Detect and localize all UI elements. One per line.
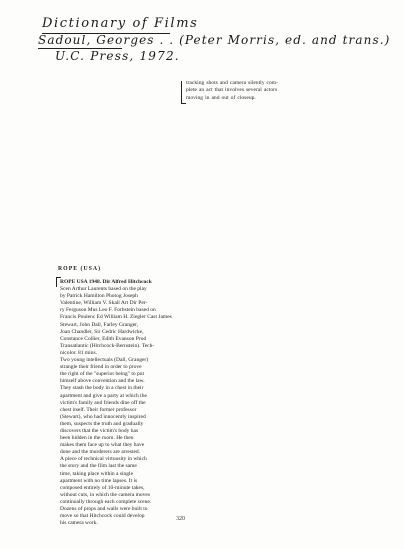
entry-line: the right of the "superior being" to put xyxy=(60,371,145,378)
handwritten-title: Dictionary of Films xyxy=(42,16,199,31)
entry-line: apartment and give a party at which the xyxy=(60,392,147,399)
entry-line: A piece of technical virtuosity in which xyxy=(60,456,147,463)
entry-line: chest itself. Their former professor xyxy=(60,406,137,413)
entry-line: discovers that the victim's body has xyxy=(60,427,139,434)
entry-line: apartment with no time lapses. It is xyxy=(60,477,138,484)
entry-line: Francis Poulenc Ed William H. Ziegler Cast James xyxy=(60,314,172,321)
entry-line: Valentine, William V. Skall Art Dir Per- xyxy=(60,300,148,307)
entry-line: Stewart, John Dall, Farley Granger, xyxy=(60,321,139,328)
entry-line: They stash the body in a chest in their xyxy=(60,385,144,392)
excerpt-line: plete an act that involves several actors xyxy=(186,87,278,94)
entry-line: Transatlantic (Hitchcock-Bernstein). Tech- xyxy=(60,342,155,349)
entry-line: strangle their friend in order to prove xyxy=(60,364,142,371)
handwritten-author: Sadoul, Georges . . (Peter Morris, ed. and trans.) xyxy=(38,33,391,47)
entry-line: Joan Chandler, Sir Cedric Hardwicke, xyxy=(60,328,144,335)
entry-line: ry Ferguson Mus Leo F. Forbstein based on xyxy=(60,307,156,314)
entry-line: move so that Hitchcock could develop xyxy=(60,513,145,520)
entry-line: done and the murderers are arrested. xyxy=(60,449,141,456)
entry-line: been hidden in the room. He then xyxy=(60,435,134,442)
entry-line: nicolor. 81 mins. xyxy=(60,349,97,356)
entry-line: continually through each complete scene. xyxy=(60,498,152,505)
entry-column xyxy=(60,279,188,527)
entry-line: victim's family and friends dine off the xyxy=(60,399,146,406)
handwritten-publisher: U.C. Press, 1972. xyxy=(55,49,180,63)
entry-line: ROPE USA 1948. Dir Alfred Hitchcock xyxy=(60,279,152,285)
section-heading: ROPE (USA) xyxy=(58,266,102,272)
entry-line: composed entirely of 10-minute takes, xyxy=(60,484,145,491)
page-number: 320 xyxy=(176,516,185,522)
entry-line: Scen Arthur Laurents based on the play xyxy=(60,286,147,293)
entry-line: by Patrick Hamilton Photog Joseph xyxy=(60,293,138,300)
entry-line: them, suspects the truth and gradually xyxy=(60,420,144,427)
entry-line: without cuts, in which the camera moves xyxy=(60,491,150,498)
excerpt-line: moving in and out of closeup. xyxy=(186,94,256,101)
entry-line: Two young intellectuals (Dall, Granger) xyxy=(60,357,149,364)
entry-line: the story and the film last the same xyxy=(60,463,137,470)
entry-line: (Stewart), who had innocently inspired xyxy=(60,413,146,420)
entry-line: makes them face up to what they have xyxy=(60,442,145,449)
entry-line: time, taking place within a single xyxy=(60,470,134,477)
entry-line: his camera work. xyxy=(60,520,98,527)
entry-line: himself above convention and the law. xyxy=(60,378,145,385)
excerpt-line: tracking shots and camera silently com- xyxy=(186,80,279,86)
entry-line: Constance Collier, Edith Evanson Prod xyxy=(60,335,147,342)
excerpt-text xyxy=(186,80,336,102)
entry-line: Dozens of props and walls were built to xyxy=(60,506,148,512)
